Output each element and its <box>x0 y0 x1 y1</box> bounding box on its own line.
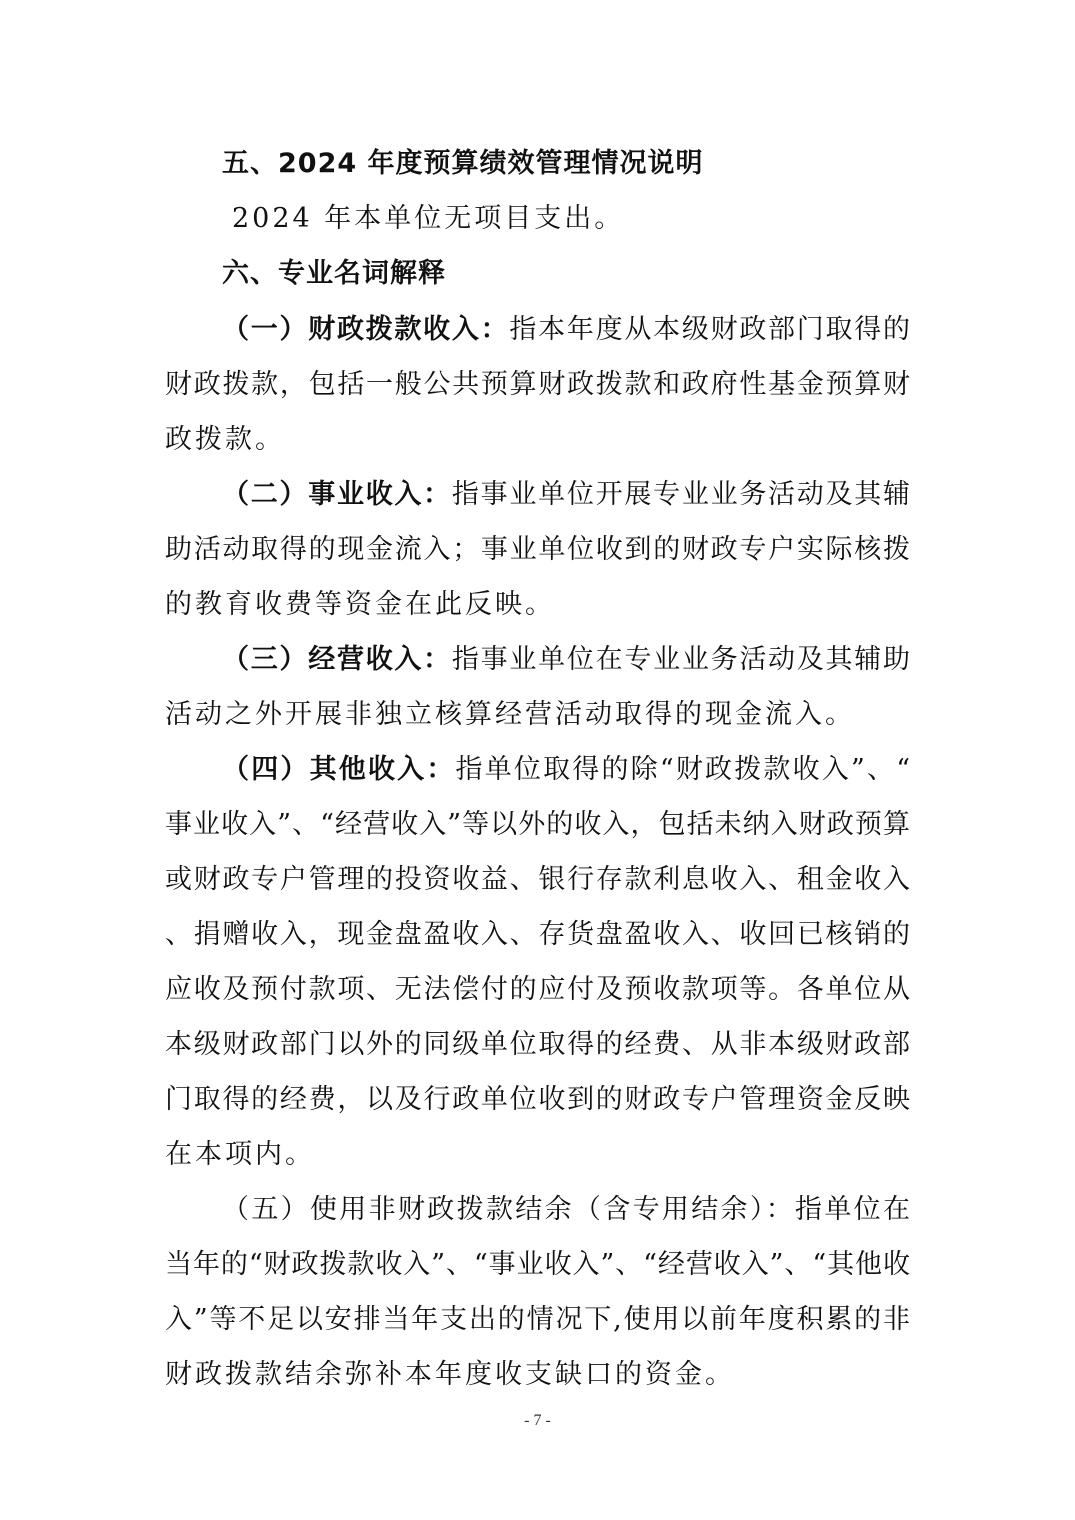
item-4-line-8: 在本项内。 <box>165 1139 315 1170</box>
item-5-line-4: 财政拨款结余弥补本年度收支缺口的资金。 <box>165 1359 735 1390</box>
item-1-term: （一）财政拨款收入： <box>222 314 510 345</box>
section-5-body: 2024 年本单位无项目支出。 <box>232 203 625 234</box>
item-2-line-1: （二）事业收入：指事业单位开展专业业务活动及其辅 <box>222 479 911 510</box>
item-4-line-1: （四）其他收入：指单位取得的除“财政拨款收入”、“ <box>222 754 910 785</box>
item-4-line-7: 门取得的经费，以及行政单位收到的财政专户管理资金反映 <box>165 1084 910 1115</box>
item-2-line-2: 助活动取得的现金流入；事业单位收到的财政专户实际核拨 <box>165 534 910 565</box>
item-4-term: （四）其他收入： <box>222 754 456 785</box>
item-3-term: （三）经营收入： <box>222 644 452 675</box>
item-4-line-3: 或财政专户管理的投资收益、银行存款利息收入、租金收入 <box>165 864 910 895</box>
item-5-line-1: （五）使用非财政拨款结余（含专用结余）：指单位在 <box>222 1194 911 1225</box>
item-4-line-2: 事业收入”、“经营收入”等以外的收入，包括未纳入财政预算 <box>165 809 910 840</box>
item-3-line-1: （三）经营收入：指事业单位在专业业务活动及其辅助 <box>222 644 911 675</box>
item-1-line-2: 财政拨款，包括一般公共预算财政拨款和政府性基金预算财 <box>165 369 910 400</box>
item-1-line-1: （一）财政拨款收入：指本年度从本级财政部门取得的 <box>222 314 911 345</box>
section-6-heading: 六、专业名词解释 <box>222 258 446 289</box>
item-3-line-2: 活动之外开展非独立核算经营活动取得的现金流入。 <box>165 699 855 730</box>
item-1-line-3: 政拨款。 <box>165 424 285 455</box>
item-5-line-2: 当年的“财政拨款收入”、“事业收入”、“经营收入”、“其他收 <box>165 1249 910 1280</box>
item-5-term: （五） <box>222 1194 310 1225</box>
item-5-line-3: 入”等不足以安排当年支出的情况下,使用以前年度积累的非 <box>165 1304 910 1335</box>
item-2-line-3: 的教育收费等资金在此反映。 <box>165 589 555 620</box>
item-4-line-4: 、捐赠收入，现金盘盈收入、存货盘盈收入、收回已核销的 <box>165 919 910 950</box>
item-4-line-5: 应收及预付款项、无法偿付的应付及预收款项等。各单位从 <box>165 974 910 1005</box>
section-5-heading: 五、2024 年度预算绩效管理情况说明 <box>222 148 704 179</box>
item-4-line-6: 本级财政部门以外的同级单位取得的经费、从非本级财政部 <box>165 1029 910 1060</box>
item-2-term: （二）事业收入： <box>222 479 452 510</box>
page-number: - 7 - <box>524 1412 551 1429</box>
